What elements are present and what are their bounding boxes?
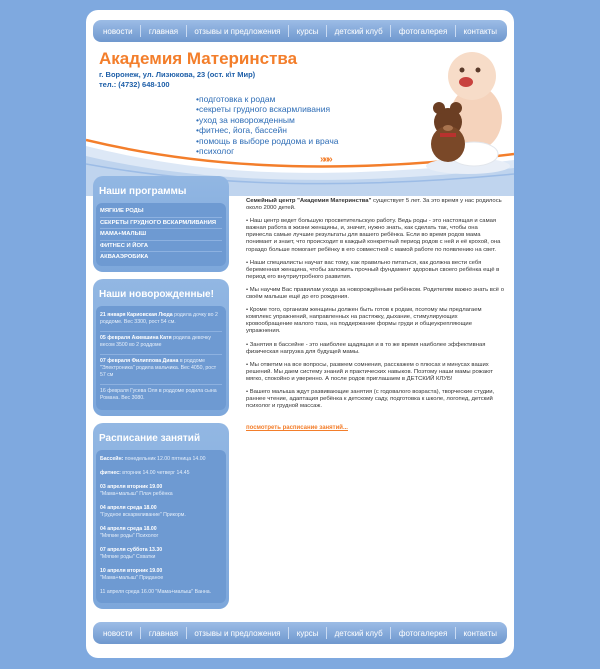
schedule-link[interactable]: посмотреть расписание занятий...: [246, 425, 348, 432]
nav-home[interactable]: главная: [148, 628, 179, 638]
nav-divider: [140, 627, 141, 639]
feature-item: • подготовка к родам: [196, 94, 338, 104]
nav-contacts[interactable]: контакты: [463, 628, 497, 638]
main-content: [246, 198, 504, 434]
nav-divider: [455, 627, 456, 639]
schedule-text: "Мама+малыш" Приданое: [100, 574, 164, 581]
schedule-item: [100, 586, 222, 600]
schedule-item: [100, 481, 222, 502]
schedule-list: [96, 450, 226, 603]
schedule-item: [100, 467, 222, 481]
programs-list: [96, 203, 226, 266]
schedule-item: [100, 544, 222, 565]
program-link[interactable]: СЕКРЕТЫ ГРУДНОГО ВСКАРМЛИВАНИЯ: [100, 218, 222, 230]
schedule-text: "Мягкие роды" Схватки: [100, 553, 156, 560]
nav-home[interactable]: главная: [148, 26, 179, 36]
sidebar: [93, 176, 229, 616]
feature-item: • помощь в выборе роддома и врача: [196, 136, 338, 146]
nav-divider: [288, 25, 289, 37]
content-paragraph: • Кроме того, организм женщины должен быть готов к родам, поэтому мы предлагаем комплекс упражнений, направленных на растяжку, дыхание, стимулирующих кровообращение малого таза, на поддержание формы груди и общеукрепляющие упражнения.: [246, 307, 482, 335]
header-banner: [86, 44, 514, 194]
schedule-lead: 04 апреля среда 18.00: [100, 504, 157, 511]
schedule-lead: 04 апреля среда 18.00: [100, 525, 157, 532]
bottom-nav: [93, 622, 507, 644]
newborn-item: [100, 355, 222, 385]
nav-divider: [326, 627, 327, 639]
nav-divider: [186, 25, 187, 37]
program-link[interactable]: АКВААЭРОБИКА: [100, 254, 149, 261]
schedule-panel: [93, 423, 229, 609]
intro-paragraph: [246, 198, 504, 212]
nav-reviews[interactable]: отзывы и предложения: [194, 26, 281, 36]
schedule-heading: Расписание занятий: [99, 432, 201, 444]
nav-divider: [390, 25, 391, 37]
feature-item: • психолог: [196, 146, 338, 156]
site-title: Академия Материнства: [99, 49, 298, 68]
nav-news[interactable]: новости: [103, 26, 133, 36]
newborn-text: родила девочку весом 3500 во 2 роддоме: [100, 334, 212, 348]
nav-reviews[interactable]: отзывы и предложения: [194, 628, 281, 638]
newborn-text: родила дочку во 2 роддоме. Вес 3300, рост 54 см.: [100, 311, 218, 325]
nav-divider: [390, 627, 391, 639]
newborn-item: [100, 332, 222, 355]
content-paragraph: • Наш центр ведет большую просветительскую работу. Ведь роды - это настоящая и самая важная работа в жизни женщины, и, значит, нужно знать, как сделать так, чтобы она принесла самые лучшие результаты для вашего ребёнка. Если во время родов мама понимает и знает, что происходит в каждый конкретный период родов с ней и её крохой, она гораздо больше помогает ребёнку в его совместной с мамой работе по появлению на свет.: [246, 218, 501, 253]
newborn-item: [100, 309, 222, 332]
schedule-item: [100, 565, 222, 586]
nav-kids-club[interactable]: детский клуб: [334, 26, 383, 36]
top-nav: [93, 20, 507, 42]
program-link[interactable]: ФИТНЕС И ЙОГА: [100, 241, 222, 253]
intro-rest: существует 5 лет. За это время у нас родилось около 2000 детей.: [246, 198, 502, 212]
schedule-text: понедельник 12.00 пятница 14.00: [124, 455, 206, 462]
newborn-lead: 21 января Кариовская Люда: [100, 311, 173, 318]
feature-item: • секреты грудного вскармливания: [196, 104, 338, 114]
schedule-text: "Грудное вскармливание" Прикорм.: [100, 511, 186, 518]
nav-gallery[interactable]: фотогалерея: [398, 628, 448, 638]
nav-gallery[interactable]: фотогалерея: [398, 26, 448, 36]
schedule-text: 11 апреля среда 16.00 "Мама+малыш" Ванна.: [100, 588, 212, 595]
baby-with-teddy-bear-image: [424, 46, 512, 176]
schedule-text: "Мама+малыш" Плач ребёнка: [100, 490, 173, 497]
content-paragraph: • Занятия в бассейне - это наиболее щадящая и в то же время наиболее эффективная физическая нагрузка для будущей мамы.: [246, 341, 486, 355]
schedule-lead: Бассейн:: [100, 455, 124, 462]
nav-divider: [140, 25, 141, 37]
content-paragraph: • Вашего малыша ждут развивающие занятия (с годовалого возраста), творческие студии, раннее чтение, адаптация ребёнка к детскому саду, подготовка к школе, логопед, детский психолог и грудной массаж.: [246, 388, 495, 410]
feature-item: • фитнес, йога, бассейн: [196, 125, 338, 135]
page-container: [86, 10, 514, 658]
content-paragraph: • Наши специалисты научат вас тому, как правильно питаться, как должна вести себя беременная женщина, чтобы заложить прочный фундамент здоровья своего ребёнка ещё в период его внутриутробного развития.: [246, 259, 500, 280]
intro-bold: Семейный центр "Академия Материнства": [246, 198, 372, 204]
programs-heading: Наши программы: [99, 186, 187, 197]
newborn-text: 16 февраля Гусева Оля в роддоме родила сына Романа. Вес 3080.: [100, 387, 217, 401]
schedule-item: [100, 523, 222, 544]
newborn-lead: 07 февраля Филиппова Диана: [100, 357, 179, 364]
newborn-text: в роддоме "Электроника" родила мальчика. Вес 4050, рост 57 см: [100, 357, 217, 378]
newborns-heading: Наши новорожденные!: [99, 288, 214, 300]
newborn-item: [100, 385, 222, 407]
nav-divider: [186, 627, 187, 639]
schedule-lead: 07 апреля суббота 13.30: [100, 546, 163, 553]
program-link[interactable]: МАМА+МАЛЫШ: [100, 229, 222, 241]
schedule-lead: 10 апреля вторник 19.00: [100, 567, 163, 574]
schedule-item: [100, 453, 222, 467]
nav-kids-club[interactable]: детский клуб: [334, 628, 383, 638]
nav-news[interactable]: новости: [103, 628, 133, 638]
site-address: г. Воронеж, ул. Лизюкова, 23 (ост. к\т Мир): [99, 70, 256, 79]
schedule-item: [100, 502, 222, 523]
schedule-text: вторник 14.00 четверг 14.45: [122, 469, 190, 476]
arrows-icon: »»»: [320, 154, 331, 165]
nav-contacts[interactable]: контакты: [463, 26, 497, 36]
newborns-list: [96, 306, 226, 410]
nav-divider: [455, 25, 456, 37]
schedule-lead: 03 апреля вторник 19.00: [100, 483, 163, 490]
programs-panel: [93, 176, 229, 272]
nav-courses[interactable]: курсы: [296, 628, 319, 638]
newborn-lead: 05 февраля Акимшина Катя: [100, 334, 172, 341]
content-paragraph: • Мы научим Вас правилам ухода за новорождённым ребёнком. Родителям важно знать всё о своём малыше ещё до его рождения.: [246, 286, 504, 301]
site-phone: тел.: (4732) 648-100: [99, 80, 170, 89]
nav-divider: [288, 627, 289, 639]
newborns-panel: [93, 279, 229, 416]
feature-item: • уход за новорожденным: [196, 115, 338, 125]
schedule-lead: фитнес:: [100, 469, 121, 476]
nav-courses[interactable]: курсы: [296, 26, 319, 36]
nav-divider: [326, 25, 327, 37]
feature-list: [196, 94, 338, 156]
schedule-text: "Мягкие роды" Психолог: [100, 532, 159, 539]
content-paragraph: • Мы ответим на все вопросы, развеем сомнения, расскажем о плюсах и минусах ваших решений. Мы даем систему знаний и практических навыков. Поэтому наши мамы рожают мягко, спокойно и уверенно. А после родов приглашаем в ДЕТСКИЙ КЛУБ!: [246, 361, 493, 382]
program-link[interactable]: МЯГКИЕ РОДЫ: [100, 206, 222, 218]
